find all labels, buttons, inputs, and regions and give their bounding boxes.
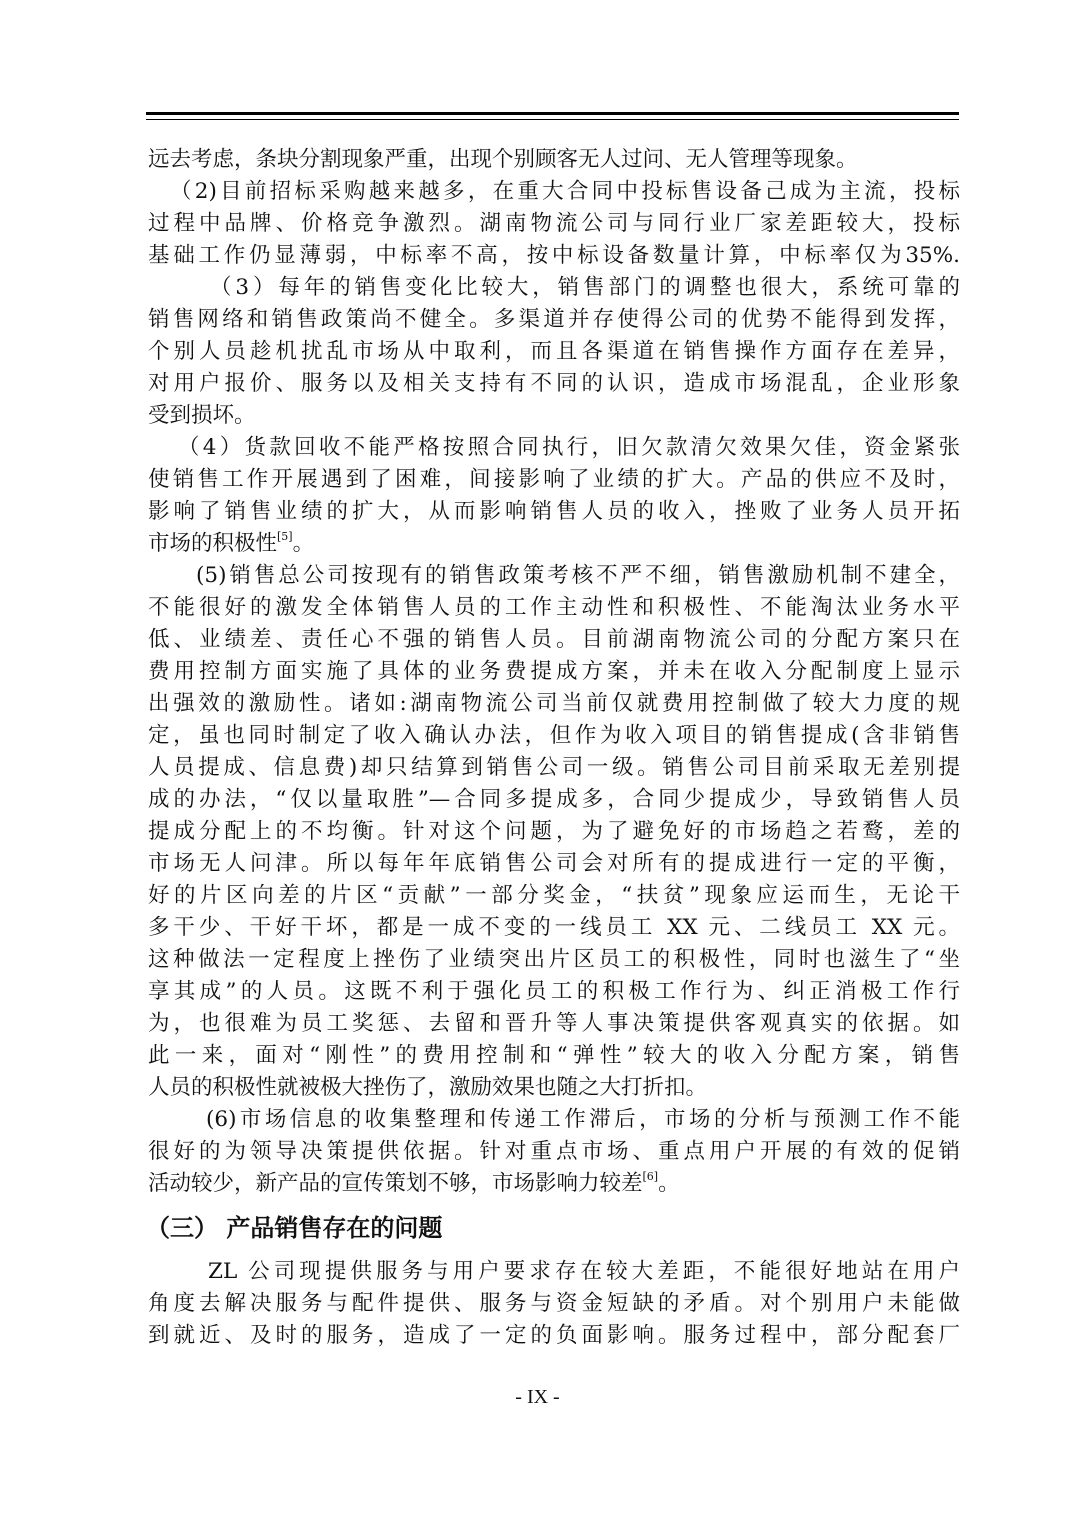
text-line: 出强效的激励性。诸如:湖南物流公司当前仅就费用控制做了较大力度的规 [148, 691, 960, 716]
text-line: （4）货款回收不能严格按照合同执行，旧欠款清欠效果欠佳，资金紧张 [178, 435, 960, 460]
text-line-ref6 [148, 1168, 960, 1200]
header-rule-thick [146, 112, 959, 115]
text-line: 成的办法，“仅以量取胜”—合同多提成多，合同少提成少，导致销售人员 [148, 787, 960, 812]
text-line: 过程中品牌、价格竞争激烈。湖南物流公司与同行业厂家差距较大，投标 [148, 211, 960, 236]
text-line: 受到损坏。 [148, 403, 256, 428]
text-line: 这种做法一定程度上挫伤了业绩突出片区员工的积极性，同时也滋生了“坐 [148, 947, 960, 972]
text-line: 远去考虑，条块分割现象严重，出现个别顾客无人过问、无人管理等现象。 [148, 147, 858, 172]
text-line: (6)市场信息的收集整理和传递工作滞后，市场的分析与预测工作不能 [206, 1107, 960, 1132]
header-rule-thin [146, 119, 959, 120]
text-line: (5)销售总公司按现有的销售政策考核不严不细，销售激励机制不建全， [196, 563, 960, 588]
paragraph-block-a [148, 144, 960, 528]
text-line: 为，也很难为员工奖惩、去留和晋升等人事决策提供客观真实的依据。如 [148, 1011, 960, 1036]
text-line: 市场无人问津。所以每年年底销售公司会对所有的提成进行一定的平衡， [148, 851, 960, 876]
text-line: 角度去解决服务与配件提供、服务与资金短缺的矛盾。对个别用户未能做 [148, 1291, 960, 1316]
line-text: 活动较少，新产品的宣传策划不够，市场影响力较差 [148, 1171, 643, 1196]
text-line: 很好的为领导决策提供依据。针对重点市场、重点用户开展的有效的促销 [148, 1139, 960, 1164]
text-line: （2)目前招标采购越来越多，在重大合同中投标售设备己成为主流，投标 [170, 179, 960, 204]
text-line-ref5 [148, 528, 960, 560]
citation-ref[interactable]: [5] [277, 529, 293, 543]
text-line: 影响了销售业绩的扩大，从而影响销售人员的收入，挫败了业务人员开拓 [148, 499, 960, 524]
text-line: 人员的积极性就被极大挫伤了，激励效果也随之大打折扣。 [148, 1075, 708, 1100]
text-line: 费用控制方面实施了具体的业务费提成方案，并未在收入分配制度上显示 [148, 659, 960, 684]
citation-ref[interactable]: [6] [642, 1169, 659, 1183]
text-line: 此一来，面对“刚性”的费用控制和“弹性”较大的收入分配方案，销售 [148, 1043, 960, 1068]
paragraph-block-b [148, 560, 960, 1168]
text-line: 到就近、及时的服务，造成了一定的负面影响。服务过程中，部分配套厂 [148, 1323, 960, 1348]
paragraph-block-c [148, 1256, 960, 1352]
text-line: 使销售工作开展遇到了困难，间接影响了业绩的扩大。产品的供应不及时， [148, 467, 960, 492]
line-tail: 。 [292, 531, 315, 556]
page-body [148, 144, 960, 1352]
text-line: 销售网络和销售政策尚不健全。多渠道并存使得公司的优势不能得到发挥， [148, 307, 960, 332]
text-line: 好的片区向差的片区“贡献”一部分奖金，“扶贫”现象应运而生，无论干 [148, 883, 960, 908]
line-tail: 。 [658, 1171, 680, 1196]
text-line: 人员提成、信息费)却只结算到销售公司一级。销售公司目前采取无差别提 [148, 755, 960, 780]
text-line: 低、业绩差、责任心不强的销售人员。目前湖南物流公司的分配方案只在 [148, 627, 960, 652]
text-line: 不能很好的激发全体销售人员的工作主动性和积极性、不能淘汰业务水平 [148, 595, 960, 620]
text-line: 基础工作仍显薄弱，中标率不高，按中标设备数量计算，中标率仅为35%. [148, 243, 960, 268]
text-line: 定，虽也同时制定了收入确认办法，但作为收入项目的销售提成(含非销售 [148, 723, 960, 748]
page-number: - IX - [515, 1386, 560, 1408]
text-line: 提成分配上的不均衡。针对这个问题，为了避免好的市场趋之若鹜，差的 [148, 819, 960, 844]
text-line: 对用户报价、服务以及相关支持有不同的认识，造成市场混乱，企业形象 [148, 371, 960, 396]
text-line: 多干少、干好干坏，都是一成不变的一线员工 XX 元、二线员工 XX 元。 [148, 915, 960, 940]
text-line: ZL 公司现提供服务与用户要求存在较大差距，不能很好地站在用户 [208, 1259, 960, 1284]
text-line: 享其成”的人员。这既不利于强化员工的积极工作行为、纠正消极工作行 [148, 979, 960, 1004]
section-heading: （三） 产品销售存在的问题 [146, 1214, 443, 1242]
line-text: 市场的积极性 [148, 531, 278, 556]
text-line: 个别人员趁机扰乱市场从中取利，而且各渠道在销售操作方面存在差异， [148, 339, 960, 364]
text-line: （3）每年的销售变化比较大，销售部门的调整也很大，系统可靠的 [210, 275, 960, 300]
